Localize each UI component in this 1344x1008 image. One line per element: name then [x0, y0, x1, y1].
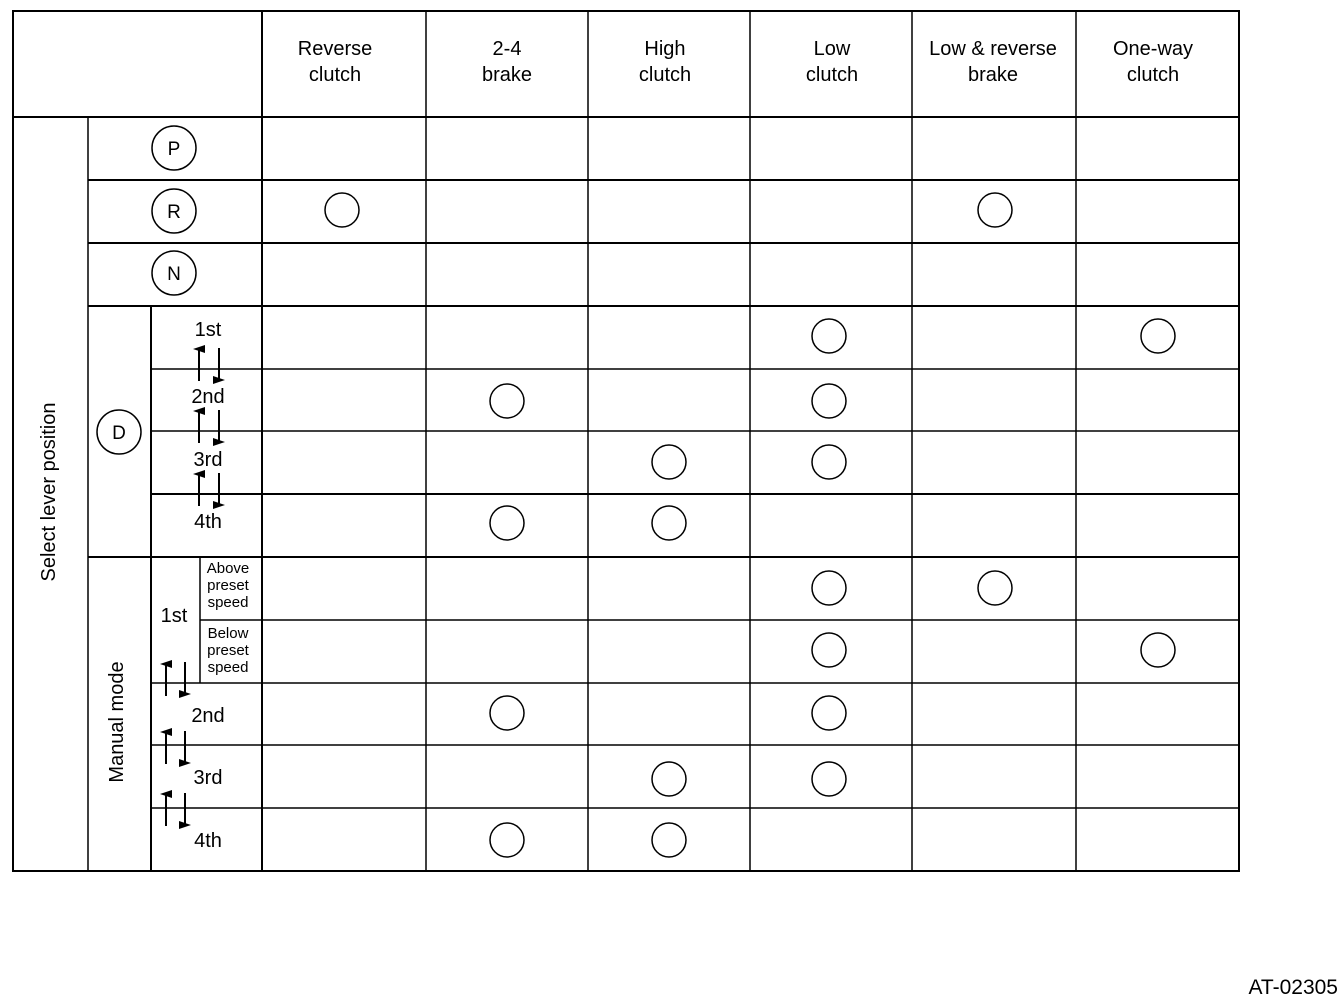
engaged-mark	[1141, 633, 1175, 667]
engaged-mark	[490, 384, 524, 418]
header-low-clutch-line1: Low	[813, 38, 851, 60]
header-low-clutch-line2: clutch	[805, 64, 859, 86]
header-reverse-clutch-line2: clutch	[308, 64, 362, 86]
r-position-label: R	[167, 202, 181, 223]
header-low-reverse-brake-line1: Low & reverse	[929, 38, 1057, 60]
header-reverse-clutch-line1: Reverse	[297, 38, 373, 60]
engaged-mark	[812, 762, 846, 796]
column-headers	[298, 38, 1193, 86]
p-position-label: P	[167, 139, 181, 160]
engaged-mark	[812, 319, 846, 353]
engaged-mark	[652, 823, 686, 857]
above-preset-line3: speed	[207, 594, 249, 611]
select-lever-position-label: Select lever position	[38, 402, 60, 582]
header-high-clutch-line1: High	[644, 38, 686, 60]
engaged-mark	[812, 384, 846, 418]
header-2-4-brake-line1: 2-4	[492, 38, 522, 60]
manual-shift-arrows	[166, 662, 185, 826]
d-gear-3rd: 3rd	[193, 449, 223, 471]
table-grid	[13, 11, 1239, 871]
engaged-mark	[812, 571, 846, 605]
engaged-mark	[978, 571, 1012, 605]
above-preset-line1: Above	[206, 560, 250, 577]
engaged-mark	[652, 762, 686, 796]
engaged-mark	[1141, 319, 1175, 353]
engaged-mark	[325, 193, 359, 227]
header-high-clutch-line2: clutch	[638, 64, 692, 86]
header-low-reverse-brake-line2: brake	[967, 64, 1019, 86]
engaged-mark	[812, 445, 846, 479]
engaged-mark	[652, 506, 686, 540]
manual-gear-3rd: 3rd	[193, 767, 223, 789]
n-position-label: N	[167, 264, 181, 285]
manual-gear-1st: 1st	[160, 605, 188, 627]
engaged-mark	[490, 823, 524, 857]
d-position-label: D	[112, 423, 126, 444]
manual-gear-2nd: 2nd	[191, 705, 225, 727]
header-2-4-brake-line2: brake	[481, 64, 533, 86]
engaged-mark	[652, 445, 686, 479]
above-preset-line2: preset	[207, 577, 249, 594]
engaged-mark	[490, 506, 524, 540]
engaged-mark	[812, 633, 846, 667]
manual-mode-label: Manual mode	[106, 661, 128, 783]
below-preset-line1: Below	[207, 625, 249, 642]
manual-gear-4th: 4th	[194, 830, 222, 852]
engaged-mark	[978, 193, 1012, 227]
d-gear-4th: 4th	[194, 511, 222, 533]
d-shift-arrows	[199, 348, 219, 506]
figure-reference: AT-02305	[1248, 976, 1338, 999]
d-gear-1st: 1st	[194, 319, 222, 341]
below-preset-line2: preset	[207, 642, 249, 659]
position-symbols	[97, 126, 196, 454]
header-one-way-clutch-line1: One-way	[1112, 38, 1194, 60]
below-preset-line3: speed	[207, 659, 249, 676]
header-one-way-clutch-line2: clutch	[1126, 64, 1180, 86]
d-gear-2nd: 2nd	[191, 386, 225, 408]
engaged-mark	[490, 696, 524, 730]
engaged-mark	[812, 696, 846, 730]
